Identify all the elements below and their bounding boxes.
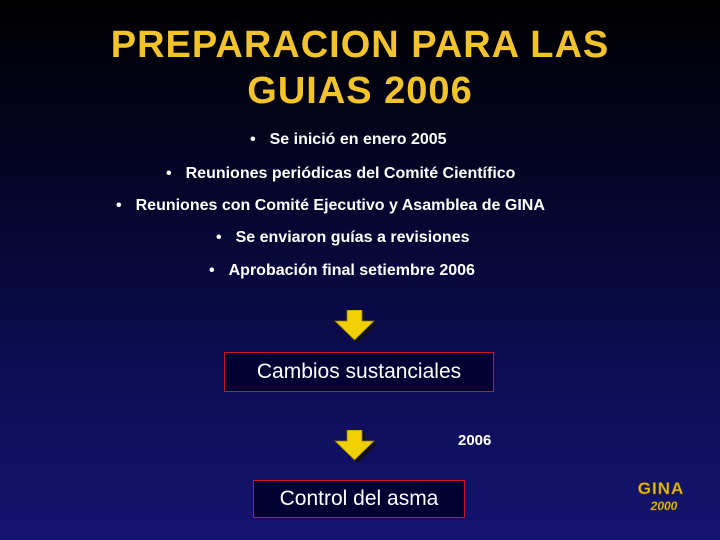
bullet-item — [250, 131, 447, 149]
bullet-text: Se inició en enero 2005 — [269, 131, 447, 148]
bullet-text: Aprobación final setiembre 2006 — [228, 262, 475, 279]
bullet-item — [166, 165, 515, 183]
bullet-text: Se enviaron guías a revisiones — [235, 229, 470, 246]
bullet-dot-icon: • — [116, 197, 122, 214]
bullet-item — [216, 229, 470, 247]
bullet-item — [116, 197, 545, 215]
bullet-dot-icon: • — [216, 229, 222, 246]
bullet-item — [209, 262, 475, 280]
logo-year: 2000 — [650, 499, 678, 513]
title-line-2: GUIAS 2006 — [247, 70, 473, 112]
year-label: 2006 — [458, 432, 492, 449]
logo-word: GINA — [637, 479, 685, 498]
title-line-1: PREPARACION PARA LAS — [110, 24, 610, 66]
bullet-dot-icon: • — [250, 131, 256, 148]
slide-title — [0, 22, 720, 114]
bullet-dot-icon: • — [166, 165, 172, 182]
bullet-dot-icon: • — [209, 262, 215, 279]
arrow-down-icon — [334, 430, 378, 464]
box-label: Control del asma — [279, 487, 439, 510]
bullet-text: Reuniones con Comité Ejecutivo y Asamblea de GINA — [135, 197, 545, 214]
box-control-del-asma — [253, 480, 465, 518]
bullet-text: Reuniones periódicas del Comité Científico — [185, 165, 516, 182]
box-label: Cambios sustanciales — [256, 360, 462, 383]
gina-logo — [624, 476, 698, 514]
arrow-down-icon — [334, 310, 378, 344]
box-cambios-sustanciales — [224, 352, 494, 392]
